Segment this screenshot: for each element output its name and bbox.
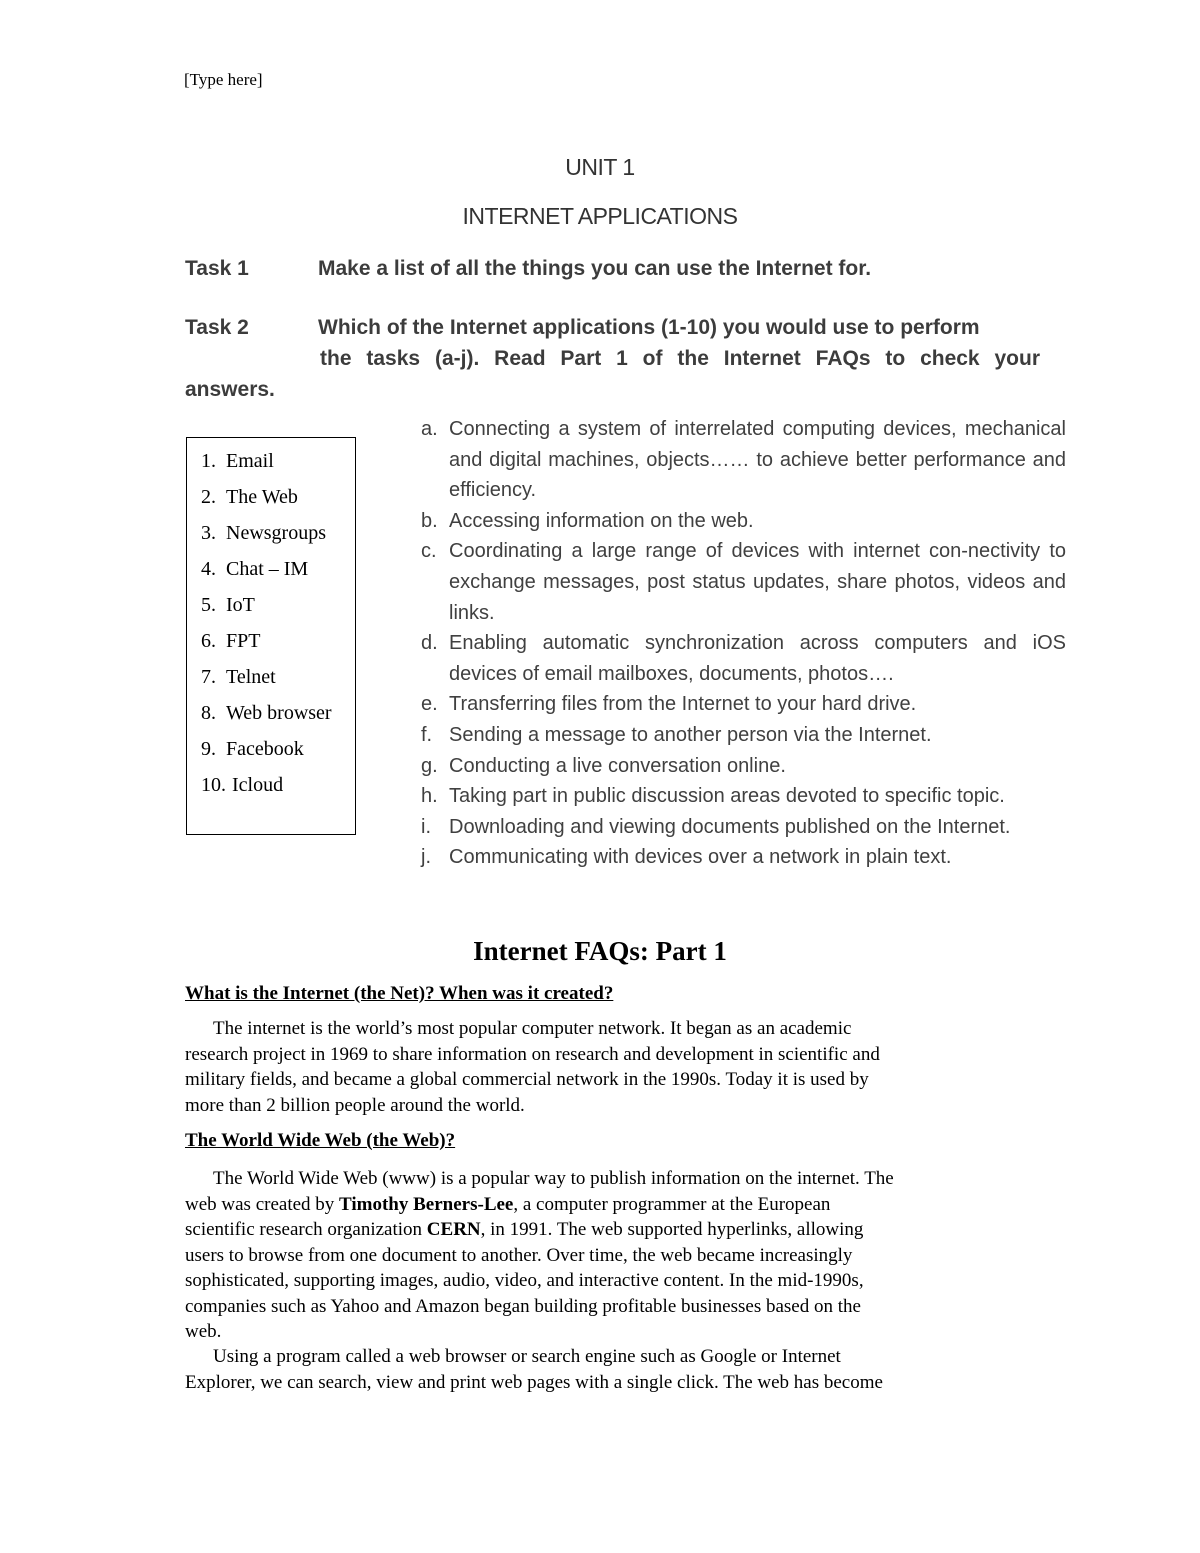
header-note: [Type here] <box>184 70 263 89</box>
list-item <box>201 700 351 726</box>
paragraph-line <box>185 1192 1015 1218</box>
task-letter: f. <box>421 723 433 746</box>
list-item <box>201 772 351 798</box>
app-name: IoT <box>226 594 255 616</box>
task-text: Taking part in public discussion areas devoted to specific topic. <box>449 785 1005 808</box>
app-number: 3. <box>201 522 216 544</box>
list-item <box>201 664 351 690</box>
app-name: Web browser <box>226 702 332 724</box>
task-2-line-2: the tasks (a-j). Read Part 1 of the Internet FAQs to check your <box>320 347 1040 370</box>
list-item <box>421 628 1066 689</box>
task-letter: c. <box>421 540 437 563</box>
list-item <box>201 556 351 582</box>
task-text: Accessing information on the web. <box>449 509 754 532</box>
task-letter: g. <box>421 754 438 777</box>
list-item <box>201 484 351 510</box>
task-letter: b. <box>421 509 438 532</box>
paragraph-line: more than 2 billion people around the world. <box>185 1094 525 1116</box>
task-2-label: Task 2 <box>185 316 249 339</box>
app-name: Chat – IM <box>226 558 309 580</box>
paragraph-line <box>185 1217 1015 1243</box>
list-item <box>421 414 1066 506</box>
task-letter: d. <box>421 632 438 655</box>
app-name: Telnet <box>226 666 276 688</box>
paragraph-line: web. <box>185 1321 222 1342</box>
task-1 <box>185 253 1040 284</box>
paragraph-line: The World Wide Web (www) is a popular way to publish information on the internet. The <box>213 1168 894 1189</box>
task-1-text: Make a list of all the things you can use the Internet for. <box>318 257 872 280</box>
list-item <box>201 628 351 654</box>
text-run: web was created by <box>185 1193 340 1215</box>
app-name: Icloud <box>232 774 284 796</box>
app-name: FPT <box>226 630 261 652</box>
paragraph-line: research project in 1969 to share information on research and development in scientific and <box>185 1043 880 1065</box>
paragraph-line: military fields, and became a global commercial network in the 1990s. Today it is used by <box>185 1069 869 1090</box>
task-letter: e. <box>421 693 438 716</box>
paragraph-line: sophisticated, supporting images, audio, video, and interactive content. In the mid-1990s, <box>185 1270 864 1291</box>
tasks-list <box>421 414 1066 873</box>
task-text: Sending a message to another person via the Internet. <box>449 723 932 746</box>
list-item <box>201 448 351 474</box>
paragraph-line: Explorer, we can search, view and print web pages with a single click. The web has become <box>185 1371 883 1393</box>
person-name: Timothy Berners-Lee <box>339 1193 514 1215</box>
app-number: 1. <box>201 450 216 472</box>
text-run: scientific research organization <box>185 1219 427 1240</box>
task-letter: h. <box>421 785 438 808</box>
task-text: Connecting a system of interrelated computing devices, mechanical and digital machines, objects…… to achieve better performance and efficiency. <box>449 418 1066 502</box>
text-run: , in 1991. The web supported hyperlinks, allowing <box>480 1219 864 1240</box>
task-1-label: Task 1 <box>185 257 249 280</box>
app-name: Email <box>226 450 274 472</box>
list-item <box>421 842 1066 873</box>
task-letter: i. <box>421 815 431 838</box>
paragraph-line: companies such as Yahoo and Amazon began building profitable businesses based on the <box>185 1295 861 1317</box>
list-item <box>201 520 351 546</box>
list-item <box>421 720 1066 751</box>
app-number: 5. <box>201 594 216 616</box>
task-2-line-3: answers. <box>185 378 275 401</box>
app-number: 2. <box>201 486 216 508</box>
app-number: 8. <box>201 702 216 724</box>
task-text: Transferring files from the Internet to your hard drive. <box>449 693 917 716</box>
task-letter: a. <box>421 418 438 440</box>
app-number: 7. <box>201 666 216 688</box>
organization-name: CERN <box>426 1219 481 1240</box>
app-name: The Web <box>226 486 298 508</box>
faq-question-1: What is the Internet (the Net)? When was it created? <box>185 983 614 1004</box>
task-text: Communicating with devices over a network in plain text. <box>449 846 952 869</box>
task-text: Downloading and viewing documents published on the Internet. <box>449 815 1011 838</box>
list-item <box>421 751 1066 782</box>
task-text: Coordinating a large range of devices with internet con-nectivity to exchange messages, post status updates, share photos, videos and links. <box>449 540 1066 624</box>
app-name: Facebook <box>226 738 304 760</box>
list-item <box>201 592 351 618</box>
app-name: Newsgroups <box>226 522 326 544</box>
faq-answer-2-continued <box>185 1344 1015 1395</box>
text-run: , a computer programmer at the European <box>513 1193 831 1215</box>
task-2-line-1: Which of the Internet applications (1-10) you would use to perform <box>318 316 980 339</box>
list-item <box>421 812 1066 843</box>
list-item <box>421 781 1066 812</box>
app-number: 9. <box>201 738 216 760</box>
faq-answer-1 <box>185 1016 1015 1118</box>
faq-question-2: The World Wide Web (the Web)? <box>185 1130 456 1151</box>
applications-list <box>201 448 351 808</box>
faq-title: Internet FAQs: Part 1 <box>473 936 727 966</box>
list-item <box>201 736 351 762</box>
unit-title: UNIT 1 <box>565 154 635 180</box>
paragraph-line: Using a program called a web browser or search engine such as Google or Internet <box>213 1346 841 1367</box>
app-number: 6. <box>201 630 216 652</box>
paragraph-line: users to browse from one document to another. Over time, the web became increasingly <box>185 1244 853 1266</box>
app-number: 10. <box>201 774 226 796</box>
task-text: Conducting a live conversation online. <box>449 754 786 777</box>
list-item <box>421 536 1066 628</box>
app-number: 4. <box>201 558 216 580</box>
section-title: INTERNET APPLICATIONS <box>462 203 738 229</box>
list-item <box>421 506 1066 537</box>
paragraph-line: The internet is the world’s most popular computer network. It began as an academic <box>213 1018 852 1039</box>
task-letter: j. <box>421 846 431 869</box>
faq-answer-2 <box>185 1166 1015 1345</box>
applications-box <box>186 437 356 835</box>
task-text: Enabling automatic synchronization across computers and iOS devices of email mailboxes, documents, photos…. <box>449 632 1066 685</box>
list-item <box>421 689 1066 720</box>
